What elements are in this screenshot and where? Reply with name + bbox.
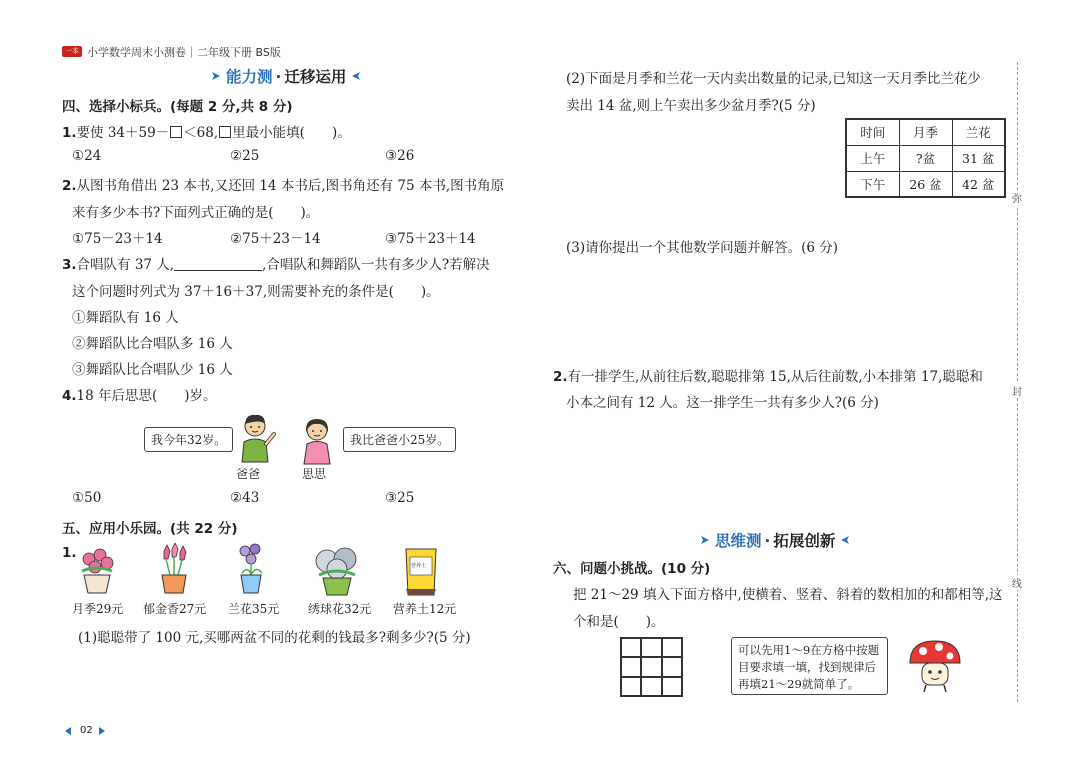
question-4-3: 3.合唱队有 37 人, ,合唱队和舞蹈队一共有多少人?若解决 [62,257,490,273]
grid-cell [621,638,641,657]
section-title-thinking: 思维测 · 拓展创新 [715,529,835,551]
option: ③26 [385,148,415,164]
magic-square-grid [620,637,683,697]
sales-table [845,118,1006,198]
option: ②舞蹈队比合唱队多 16 人 [72,336,233,352]
question-5-1-3: (3)请你提出一个其他数学问题并解答。(6 分) [566,240,839,256]
question-5-1-2-line2: 卖出 14 盆,则上午卖出多少盆月季?(5 分) [566,98,816,114]
option: ②75＋23－14 [230,231,321,247]
soil-bag-icon [402,545,440,597]
binding-dashed-line [1017,62,1018,702]
option: ①24 [72,148,102,164]
item-label-rose: 月季29元 [72,602,124,616]
part4-heading: 四、选择小标兵。(每题 2 分,共 8 分) [62,99,293,115]
dad-figure-icon [230,410,280,468]
right-ornament-icon [352,71,362,81]
question-4-4: 4.18 年后思思( )岁。 [62,388,217,404]
mushroom-mascot-icon [906,637,964,695]
item-label-hydrangea: 绣球花32元 [308,602,372,616]
option: ①75－23＋14 [72,231,163,247]
dad-label: 爸爸 [236,467,261,481]
dad-speech-bubble: 我今年32岁。 [144,427,233,452]
option: ③75＋23＋14 [385,231,476,247]
table-cell: 下午 [846,171,899,197]
grid-cell [621,657,641,676]
left-ornament-icon [699,535,709,545]
question-5-2-line2: 小本之间有 12 人。这一排学生一共有多少人?(6 分) [566,395,879,411]
page-number: 02 [80,725,93,736]
fill-blank [174,259,262,271]
prev-page-icon [64,727,72,735]
answer-box [170,126,182,138]
table-cell: 42 盆 [952,171,1005,197]
grid-cell [641,677,661,696]
item-label-tulip: 郁金香27元 [143,602,207,616]
question-6-line1: 把 21～29 填入下面方格中,使横着、竖着、斜着的数相加的和都相等,这 [573,587,1003,603]
next-page-icon [98,727,106,735]
grid-cell [641,638,661,657]
grid-cell [621,677,641,696]
hydrangea-pot-icon [313,545,361,597]
table-header-cell: 月季 [899,119,952,145]
question-6-line2: 个和是( )。 [573,614,665,630]
question-4-3-line2: 这个问题时列式为 37＋16＋37,则需要补充的条件是( )。 [72,284,440,300]
table-cell: 26 盆 [899,171,952,197]
question-5-1-1: (1)聪聪带了 100 元,买哪两盆不同的花剩的钱最多?剩多少?(5 分) [78,630,471,646]
binding-char: 弥 [1012,190,1022,205]
answer-box [219,126,231,138]
grid-cell [641,657,661,676]
option: ③25 [385,490,415,506]
table-header-cell: 兰花 [952,119,1005,145]
item-label-soil: 营养土12元 [393,602,457,616]
rose-pot-icon [76,545,118,597]
table-cell: ?盆 [899,145,952,171]
table-header-cell: 时间 [846,119,899,145]
section-title-ability: 能力测 · 迁移运用 [226,65,346,87]
question-5-2: 2.有一排学生,从前往后数,聪聪排第 15,从后往前数,小本排第 17,聪聪和 [553,369,983,385]
option: ①舞蹈队有 16 人 [72,310,179,326]
table-row [846,145,1005,171]
question-4-2-line2: 来有多少本书?下面列式正确的是( )。 [72,205,320,221]
tulip-pot-icon [156,543,192,597]
table-header-row [846,119,1005,145]
option: ①50 [72,490,102,506]
part5-heading: 五、应用小乐园。(共 22 分) [62,521,238,537]
hint-bubble: 可以先用1～9在方格中按题目要求填一填，找到规律后再填21～29就简单了。 [731,637,888,695]
table-cell: 31 盆 [952,145,1005,171]
grid-cell [662,657,682,676]
option: ②43 [230,490,260,506]
girl-figure-icon [294,414,340,466]
orchid-pot-icon [236,543,266,597]
soil-bag-text: 营养土 [411,563,427,569]
question-4-1: 1.要使 34＋59－ ＜68, 里最小能填( )。 [62,125,351,141]
part6-heading: 六、问题小挑战。(10 分) [553,561,711,577]
question-5-1-2-line1: (2)下面是月季和兰花一天内卖出数量的记录,已知这一天月季比兰花少 [566,71,981,87]
girl-speech-bubble: 我比爸爸小25岁。 [343,427,456,452]
item-label-orchid: 兰花35元 [228,602,280,616]
girl-label: 思思 [302,467,327,481]
binding-char: 线 [1012,575,1022,590]
grid-cell [662,638,682,657]
table-cell: 上午 [846,145,899,171]
question-5-1-num: 1. [62,545,77,561]
question-4-2: 2.从图书角借出 23 本书,又还回 14 本书后,图书角还有 75 本书,图书角原 [62,178,505,194]
publisher-logo: 一本 [62,46,82,57]
binding-char: 封 [1012,383,1022,398]
grid-cell [662,677,682,696]
table-row [846,171,1005,197]
header-title: 小学数学周末小测卷｜二年级下册 BS版 [87,46,281,59]
right-ornament-icon [841,535,851,545]
left-ornament-icon [210,71,220,81]
option: ②25 [230,148,260,164]
option: ③舞蹈队比合唱队少 16 人 [72,362,233,378]
